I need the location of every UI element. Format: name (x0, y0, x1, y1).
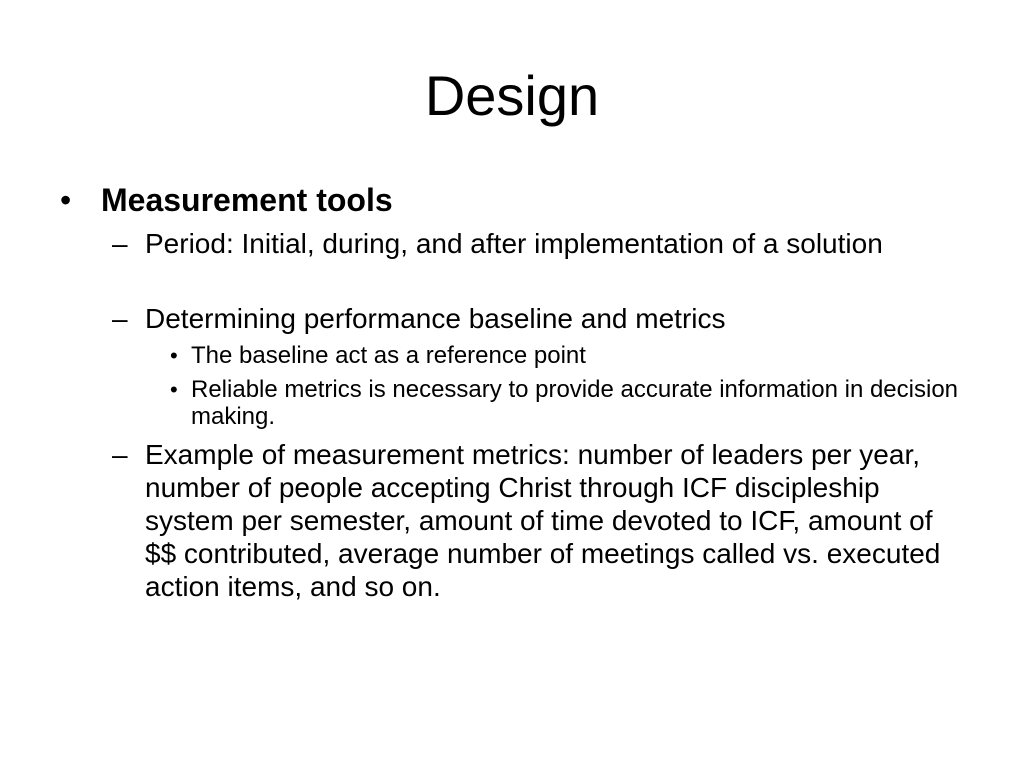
sub-bullet-text: Example of measurement metrics: number of leaders per year, number of people accepting Christ through ICF discipleship system per semester, amount of time devoted to ICF, amount of $$ contributed, average number of meetings called vs. executed action items, and so on. (145, 439, 941, 602)
dash-icon: – (112, 228, 128, 259)
sub-bullet-text: Determining performance baseline and metrics (145, 303, 726, 334)
bullet-text: Measurement tools (101, 182, 393, 218)
dash-icon: – (112, 303, 128, 334)
sub-sub-bullet-text: The baseline act as a reference point (191, 342, 586, 369)
sub-bullet-text: Period: Initial, during, and after implementation of a solution (145, 228, 883, 259)
bullet-dot-icon: • (170, 377, 178, 402)
bullet-dot-icon: • (170, 343, 178, 368)
sub-sub-bullet-text: Reliable metrics is necessary to provide accurate information in decision making. (191, 376, 959, 430)
dash-icon: – (112, 439, 128, 470)
bullet-dot-icon: • (60, 182, 72, 218)
slide-title: Design (424, 64, 600, 127)
